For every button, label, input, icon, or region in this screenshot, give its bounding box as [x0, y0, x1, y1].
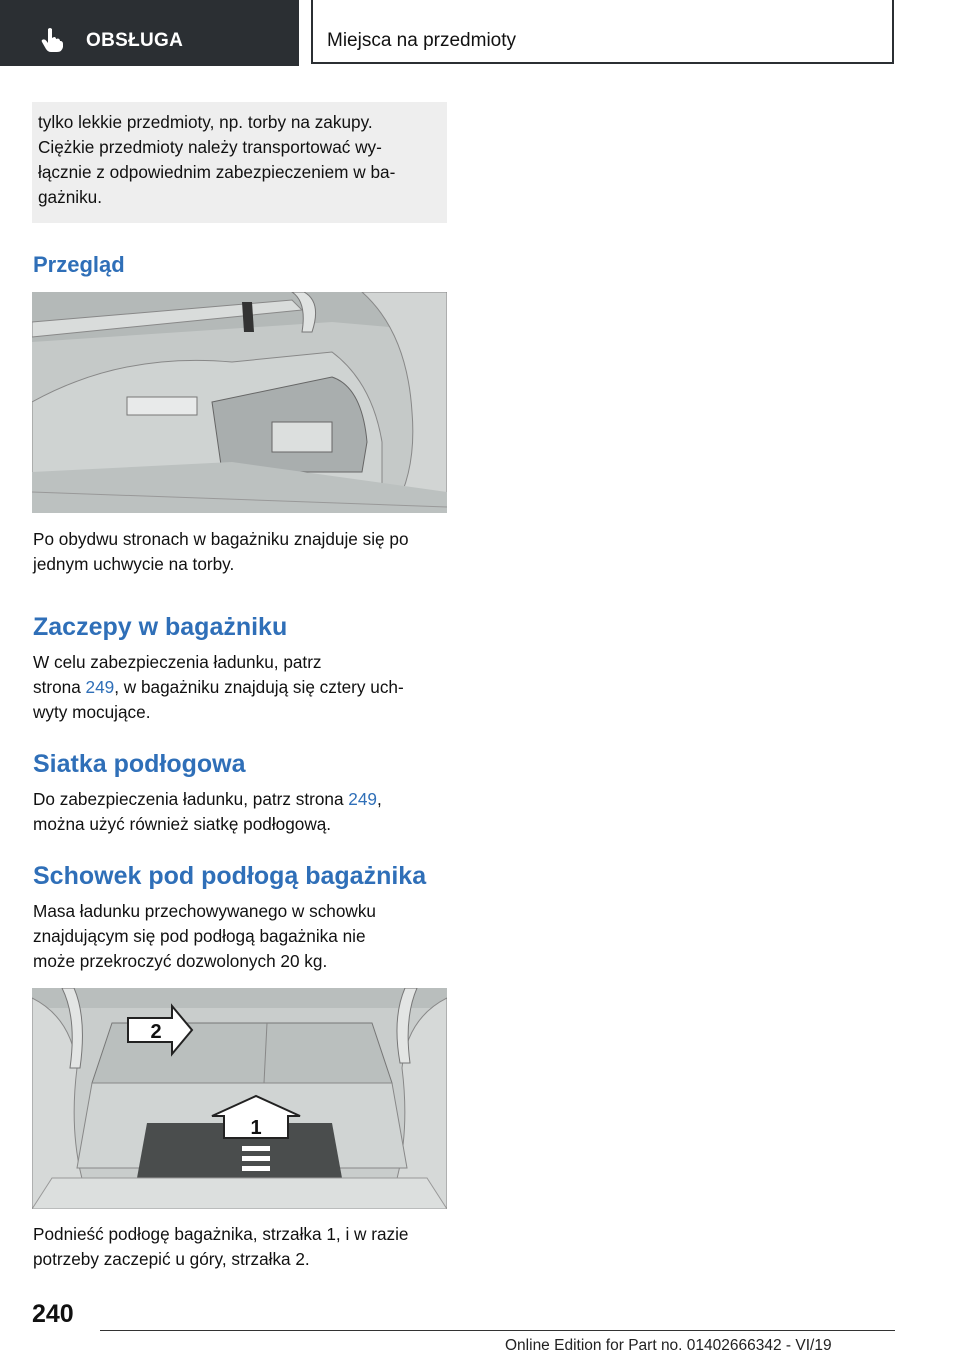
section-tab-label: OBSŁUGA [86, 30, 184, 51]
page-number: 240 [32, 1300, 74, 1328]
arrow-label-1: 1 [250, 1117, 262, 1139]
footer-divider [100, 1330, 895, 1331]
storage-line: Masa ładunku przechowywanego w schowku [33, 901, 376, 921]
heading-storage: Schowek pod podłogą bagażnika [33, 862, 427, 890]
note-box [32, 102, 447, 223]
caption-line: Podnieść podłogę bagażnika, strzałka 1, i w razie [33, 1224, 409, 1244]
hand-pointer-icon [40, 27, 64, 53]
chapter-title: Miejsca na przedmioty [327, 30, 517, 51]
arrow-label-2: 2 [150, 1021, 162, 1043]
section-tab[interactable] [0, 0, 299, 66]
page-link-249[interactable]: 249 [348, 789, 377, 809]
caption-line: potrzeby zaczepić u góry, strzałka 2. [33, 1249, 310, 1269]
note-line: łącznie z odpowiednim zabezpieczeniem w ba- [38, 162, 396, 182]
caption-line: jednym uchwycie na torby. [33, 554, 235, 574]
note-line: tylko lekkie przedmioty, np. torby na zakupy. [38, 112, 373, 132]
note-line: gażniku. [38, 187, 103, 207]
storage-caption [33, 1222, 453, 1272]
hooks-line: W celu zabezpieczenia ładunku, patrz [33, 652, 322, 672]
hooks-text [33, 650, 453, 725]
storage-line: znajdującym się pod podłogą bagażnika nie [33, 926, 366, 946]
hooks-line: strona 249, w bagażniku znajdują się cztery uch- [33, 677, 404, 697]
caption-line: Po obydwu stronach w bagażniku znajduje się po [33, 529, 409, 549]
overview-caption [33, 527, 453, 577]
storage-text [33, 899, 453, 974]
header-title-box [311, 0, 894, 64]
heading-net: Siatka podłogowa [33, 750, 246, 778]
edition-footer: Online Edition for Part no. 01402666342 - VI/19 [505, 1337, 832, 1354]
note-line: Ciężkie przedmioty należy transportować wy- [38, 137, 382, 157]
net-line: Do zabezpieczenia ładunku, patrz strona 249, [33, 789, 382, 809]
heading-overview: Przegląd [33, 252, 125, 277]
net-line: można użyć również siatkę podłogową. [33, 814, 332, 834]
hooks-line: wyty mocujące. [33, 702, 151, 722]
trunk-floor-illustration [32, 988, 447, 1209]
storage-line: może przekroczyć dozwolonych 20 kg. [33, 951, 328, 971]
page-link-249[interactable]: 249 [85, 677, 115, 697]
trunk-side-illustration [32, 292, 447, 513]
net-text [33, 787, 453, 837]
heading-hooks: Zaczepy w bagażniku [33, 613, 288, 641]
